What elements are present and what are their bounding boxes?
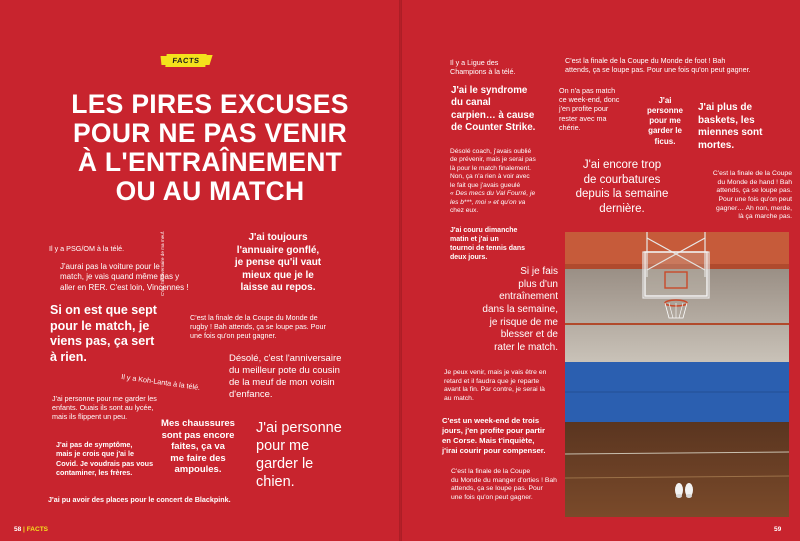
excuse-line: On n'a pas match — [559, 86, 616, 95]
headline-line: POUR NE PAS VENIR — [72, 118, 348, 148]
excuse-line: rugby ! Bah attends, ça se loupe pas. Pour — [190, 322, 326, 332]
excuse-line: garder le — [648, 126, 682, 136]
excuse-line: dernière. — [599, 202, 645, 215]
excuse-line: une fois qu'on peut gagner. — [451, 494, 533, 502]
excuse-line: au match. — [444, 395, 474, 403]
excuse-ficus — [639, 96, 691, 147]
excuse-line: pour me — [649, 116, 681, 126]
excuse-tennis — [450, 226, 554, 262]
excuse-line: mais ils flippent un peu. — [52, 412, 128, 422]
excuse-coach — [450, 148, 556, 216]
excuse-line: dans la semaine, — [482, 304, 558, 316]
excuse-pasmatch — [559, 86, 634, 132]
headline-line: LES PIRES EXCUSES — [71, 89, 349, 119]
excuse-line: J'ai plus de — [698, 102, 753, 113]
excuse-line: ficus. — [654, 136, 676, 146]
excuse-anniversaire — [229, 353, 369, 401]
excuse-line: J'ai couru dimanche — [450, 227, 518, 234]
excuse-line: Pour une fois qu'on peut — [718, 196, 792, 204]
excuse-chaussures — [158, 418, 238, 476]
excuse-line: plus d'un — [518, 278, 558, 290]
excuse-line: là ça marche pas. — [738, 213, 792, 221]
excuse-corse — [442, 416, 566, 456]
excuse-line: Non, ça n'a rien à voir avec — [450, 173, 530, 181]
excuse-line: C'est la finale de la Coupe — [712, 170, 792, 177]
excuse-line: viens pas, ça sert — [50, 334, 155, 348]
excuse-line: les b***, moi » et qu'on va — [450, 198, 526, 206]
excuse-line: J'ai personne — [256, 420, 342, 436]
excuse-line: l'annuaire gonflé, — [236, 244, 320, 256]
excuse-line: de courbatures — [583, 173, 661, 186]
backboard — [645, 252, 707, 296]
excuse-line: attends, ça se loupe pas. Pour — [451, 485, 543, 493]
excuse-line: chérie. — [559, 122, 581, 132]
excuse-line: de la meuf de mon voisin — [229, 376, 335, 388]
excuse-line: retard et il faudra que je reparte — [444, 377, 540, 385]
excuse-covid — [56, 440, 166, 477]
excuse-line: Il y a Ligue des — [450, 58, 499, 67]
excuse-ligue — [450, 58, 530, 76]
excuse-line: contaminer, les frères. — [56, 468, 133, 478]
excuse-syndrome — [451, 85, 551, 134]
excuse-line: du meilleur pote du cousin — [229, 364, 340, 376]
basketball-court-illustration — [565, 232, 789, 517]
excuse-line: tournoi de tennis dans — [450, 245, 526, 253]
folio-separator: | — [23, 526, 25, 533]
excuse-line: du Monde de hand ! Bah — [717, 178, 792, 186]
excuse-line: entraînement — [499, 291, 558, 303]
excuse-line: C'est la finale de la Coupe du Monde de foot ! Bah — [565, 56, 726, 65]
excuse-line: C'est la finale de la Coupe — [451, 468, 531, 475]
excuse-line: pour me — [256, 437, 310, 454]
excuse-line: personne — [646, 106, 683, 116]
folio-label: FACTS — [26, 526, 48, 533]
excuse-line: Désolé coach, j'avais oublié — [450, 148, 532, 155]
excuse-line: je risque de me — [489, 316, 558, 328]
excuse-line: garder le — [256, 455, 314, 472]
excuse-retard — [444, 369, 564, 404]
excuse-line: Champions à la télé. — [450, 67, 516, 77]
excuse-line: attends, ça se loupe pas. — [716, 187, 792, 195]
excuse-baskets — [698, 102, 794, 152]
excuse-line: carpien… à cause — [451, 109, 535, 121]
excuse-line: là pour le match finalement. — [450, 164, 531, 172]
excuse-line: J'aurai pas la voiture pour le — [60, 262, 160, 271]
excuse-line: enfants. Ouais ils sont au lycée, — [52, 403, 154, 413]
excuse-line: pour le match, je — [50, 318, 150, 333]
excuse-line: J'ai encore trop — [582, 159, 662, 171]
excuse-line: mortes. — [698, 139, 735, 151]
headline-line: À L'ENTRAÎNEMENT — [77, 147, 343, 177]
excuse-line: chez eux. — [450, 207, 479, 215]
excuse-line: mieux que je le — [242, 269, 314, 281]
excuse-line: chien. — [256, 473, 295, 490]
excuse-line: J'ai — [658, 96, 672, 105]
excuse-line: rater le match. — [494, 342, 558, 354]
excuse-line: ampoules. — [174, 464, 222, 476]
excuse-line: deux jours. — [450, 254, 488, 262]
excuse-line: avant la fin. Par contre, je serai là — [444, 386, 545, 394]
excuse-blackpink: J'ai pu avoir des places pour le concert de Blackpink. — [48, 495, 231, 504]
excuse-enfants — [52, 394, 172, 422]
excuse-psg: Il y a PSG/OM à la télé. — [49, 244, 125, 253]
excuse-line: Covid. Je voudrais pas vous — [56, 458, 154, 468]
excuse-rugby — [190, 313, 345, 341]
gym-photo — [565, 232, 789, 517]
section-tag: FACTS — [165, 54, 206, 67]
excuse-line: de Counter Strike. — [451, 122, 536, 134]
excuse-line: J'ai le syndrome — [451, 85, 528, 96]
excuse-line: « Des mecs du Val Fourré, je — [450, 190, 536, 198]
excuse-hand — [684, 170, 792, 222]
excuse-sept — [50, 303, 170, 365]
excuse-line: J'ai toujours — [248, 232, 308, 243]
excuse-line: blesser et de — [500, 329, 558, 341]
excuse-line: Je peux venir, mais je vais être en — [444, 369, 547, 376]
excuse-line: je pense qu'il vaut — [234, 257, 322, 268]
excuse-line: matin et j'ai un — [450, 236, 499, 244]
excuse-chien — [256, 420, 356, 492]
excuse-line: d'enfance. — [229, 388, 273, 400]
excuse-line: C'est la finale de la Coupe du Monde de — [190, 313, 318, 322]
page-number: 59 — [774, 526, 782, 533]
excuse-line: ce week-end, donc — [559, 95, 620, 105]
excuse-line: jours, j'en profite pour partir — [442, 426, 546, 435]
excuse-line: laisse au repos. — [240, 282, 316, 293]
excuse-annuaire — [221, 232, 335, 295]
excuse-line: baskets, les — [698, 114, 755, 126]
wooden-floor — [565, 422, 789, 517]
excuse-line: j'en profite pour — [559, 104, 609, 114]
excuse-line: en Corse. Mais t'inquiète, — [442, 436, 535, 445]
excuse-line: match, je vais quand même pas y — [60, 272, 180, 282]
excuse-line: C'est un week-end de trois — [442, 416, 540, 425]
excuse-line: J'ai personne pour me garder les — [52, 394, 157, 403]
excuse-line: sont pas encore — [161, 429, 235, 441]
excuse-line: mais je crois que j'ai le — [56, 449, 135, 459]
headline-line: OU AU MATCH — [115, 176, 305, 206]
page-headline — [60, 90, 360, 206]
excuse-line: Si je fais — [520, 266, 558, 277]
excuse-line: faites, ça va — [171, 441, 225, 453]
excuse-line: rester avec ma — [559, 113, 607, 123]
excuse-foot — [565, 56, 795, 74]
excuse-voiture — [60, 262, 210, 293]
excuse-line: de prévenir, mais je serai pas — [450, 156, 536, 164]
excuse-rotated: C'est l'anniversaire de ma meuf. — [160, 230, 165, 296]
excuse-line: depuis la semaine — [575, 188, 669, 201]
excuse-orties — [451, 468, 561, 503]
excuse-line: gagner… Ah non, merde, — [716, 204, 792, 212]
page-number-right — [774, 526, 781, 533]
excuse-entrainement — [468, 266, 558, 355]
excuse-line: à rien. — [50, 349, 87, 364]
excuse-line: Mes chaussures — [161, 418, 235, 429]
excuse-kohlanta: Il y a Koh-Lanta à la télé. — [120, 372, 201, 392]
excuse-line: miennes sont — [698, 127, 763, 138]
excuse-line: me faire des — [170, 452, 226, 464]
excuse-line: du Monde du manger d'orties ! Bah — [451, 476, 557, 484]
excuse-line: aller en RER. C'est loin, Vincennes ! — [60, 282, 189, 292]
page-number-left — [14, 526, 48, 533]
excuse-line: du canal — [451, 97, 491, 109]
excuse-line: j'irai courir pour compenser. — [442, 446, 546, 455]
excuse-line: le fait que j'avais gueulé — [450, 181, 521, 189]
excuse-courbatures — [557, 158, 687, 216]
excuse-line: attends, ça se loupe pas. Pour une fois qu'on peut gagner. — [565, 65, 751, 75]
excuse-line: Si on est que sept — [50, 303, 157, 317]
excuse-line: Désolé, c'est l'anniversaire — [229, 353, 342, 364]
page-number: 58 — [14, 526, 22, 533]
excuse-line: J'ai pas de symptôme, — [56, 440, 133, 449]
excuse-line: une fois qu'on peut gagner. — [190, 331, 277, 341]
